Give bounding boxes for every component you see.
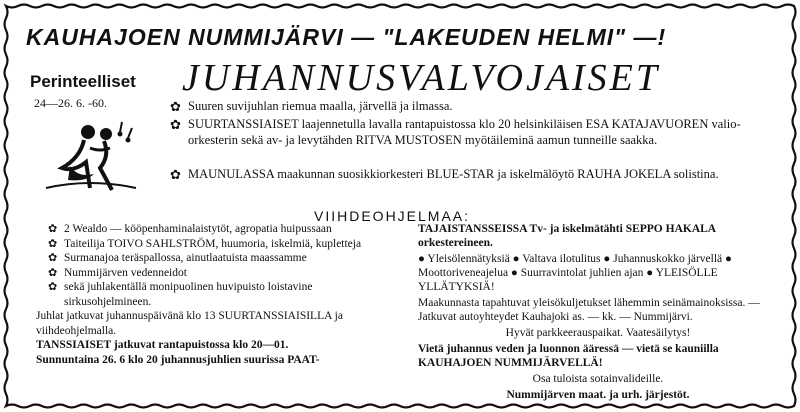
main-item: ✿ Suuren suvijuhlan riemua maalla, järvellä ja ilmassa. xyxy=(170,99,453,114)
flower-icon: ✿ xyxy=(48,266,58,279)
flower-icon: ✿ xyxy=(48,281,58,293)
flower-icon: ✿ xyxy=(170,117,181,132)
footer-line: Juhlat jatkuvat juhannuspäivänä klo 13 SUURTANSSIAISILLA ja viihdeohjelmalla. xyxy=(36,310,343,337)
right-paragraph: ● Yleisölennätyksiä ● Valtava ilotulitus ● Juhannuskokko järvellä ● Moottoriveneajelua ● Suurravintolat juhlien ajan ● YLEISÖLLE YLLÄTYKSIÄ! xyxy=(418,253,732,293)
event-title: JUHANNUSVALVOJAISET xyxy=(182,57,661,99)
main-item: ✿ MAUNULASSA maakunnan suosikkiorkesteri BLUE-STAR ja iskelmälöytö RAUHA JOKELA solistina. xyxy=(170,167,719,182)
flower-icon: ✿ xyxy=(48,252,58,264)
flower-icon: ✿ xyxy=(170,99,181,114)
event-dates: 24—26. 6. -60. xyxy=(34,96,107,110)
right-paragraph: Hyvät parkkeerauspaikat. Vaatesäilytys! xyxy=(505,327,691,339)
list-item: ✿ sekä juhlakentällä monipuolinen huvipuisto loistavine sirkusohjelmineen. xyxy=(48,281,313,308)
list-item: ✿ Taiteilija TOIVO SAHLSTRÖM, huumoria, iskelmiä, kupletteja xyxy=(48,237,362,250)
right-paragraph: Nummijärven maat. ja urh. järjestöt. xyxy=(506,389,690,401)
right-paragraph: Maakunnasta tapahtuvat yleisökuljetukset lähemmin seinämainoksissa. — Jatkuvat autoyhteydet Kauhajoki as. — kk. — Nummijärvi. xyxy=(418,297,760,323)
program-left-column xyxy=(36,222,388,367)
list-item: ✿ Surmanajoa teräspallossa, ainutlaatuista maassamme xyxy=(48,252,307,264)
footer-line: Sunnuntaina 26. 6 klo 20 juhannusjuhlien suurissa PAAT- xyxy=(36,353,320,366)
perinteelliset-label: Perinteelliset xyxy=(30,72,136,91)
program-heading: VIIHDEOHJELMAA: xyxy=(314,208,471,224)
right-paragraph: Osa tuloista sotainvalideille. xyxy=(532,373,664,385)
flower-icon: ✿ xyxy=(48,223,58,235)
flower-icon: ✿ xyxy=(48,237,58,250)
main-item: ✿ SUURTANSSIAISET laajennetulla lavalla rantapuistossa klo 20 helsinkiläisen ESA KATAJAVUOREN valio-orkesterin sekä av- ja levytähden RITVA MUSTOSEN myötäileminä aamun tunneille saakka. xyxy=(170,117,741,147)
program-right-column xyxy=(418,222,778,404)
advertisement xyxy=(14,14,786,401)
flower-icon: ✿ xyxy=(170,167,181,182)
list-item: ✿ Nummijärven vedenneidot xyxy=(48,266,187,279)
headline: KAUHAJOEN NUMMIJÄRVI — "LAKEUDEN HELMI" —! xyxy=(26,24,667,50)
list-item: ✿ 2 Wealdo — kööpenhaminalaistytöt, agropatia huipussaan xyxy=(48,223,332,235)
right-paragraph: TAJAISTANSSEISSA Tv- ja iskelmätähti SEPPO HAKALA orkestereineen. xyxy=(418,223,716,249)
dancing-couple-illustration xyxy=(40,118,150,198)
right-paragraph: Vietä juhannus veden ja luonnon ääressä — vietä se kauniilla KAUHAJOEN NUMMIJÄRVELLÄ! xyxy=(418,343,719,369)
footer-line: TANSSIAISET jatkuvat rantapuistossa klo 20—01. xyxy=(36,339,289,351)
